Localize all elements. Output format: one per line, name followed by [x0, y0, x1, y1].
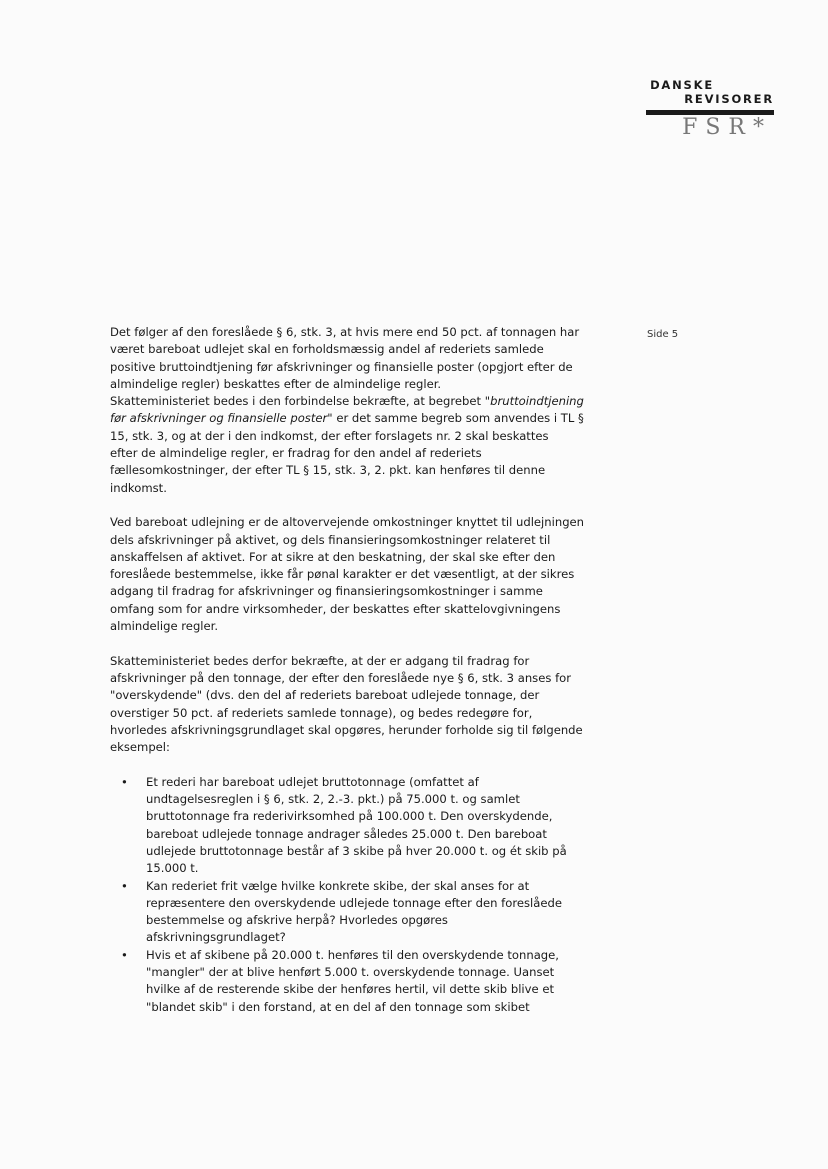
text-line: eksempel: [110, 740, 170, 755]
text-line: bareboat udlejede tonnage andrager således 25.000 t. Den bareboat [146, 826, 547, 841]
text-line: adgang til fradrag for afskrivninger og finansieringsomkostninger i samme [110, 584, 543, 599]
bullet-icon: • [121, 947, 128, 962]
text-line: afskrivninger på den tonnage, der efter den foreslåede nye § 6, stk. 3 anses for [110, 670, 572, 685]
logo-line-danske: DANSKE [650, 78, 714, 92]
text-line: dels afskrivninger på aktivet, og dels finansieringsomkostninger relateret til [110, 532, 551, 547]
bullet-icon: • [121, 774, 128, 789]
list-item [110, 774, 610, 878]
text-line: omfang som for andre virksomheder, der beskattes efter skattelovgivningens [110, 601, 561, 616]
text-line: repræsentere den overskydende udlejede tonnage efter den foreslåede [146, 895, 562, 910]
text-segment: er det samme begreb som anvendes i TL § [332, 411, 584, 426]
text-line [110, 410, 610, 427]
paragraph-1 [110, 324, 610, 393]
text-line: almindelige regler) beskattes efter de almindelige regler. [110, 376, 442, 391]
text-line: udlejede bruttotonnage består af 3 skibe på hver 20.000 t. og ét skib på [146, 843, 567, 858]
emphasis-text: "bruttoindtjening [484, 394, 584, 409]
logo-line-revisorer: REVISORER [684, 92, 774, 106]
emphasis-text: før afskrivninger og finansielle poster" [110, 411, 333, 426]
text-line: efter de almindelige regler, er fradrag for den andel af rederiets [110, 446, 482, 461]
bullet-list [110, 774, 610, 1016]
text-line: Et rederi har bareboat udlejet bruttotonnage (omfattet af [146, 774, 479, 789]
text-segment: Skatteministeriet bedes i den forbindelse bekræfte, at begrebet [110, 394, 485, 409]
text-line: været bareboat udlejet skal en forholdsmæssig andel af rederiets samlede [110, 342, 544, 357]
text-line: hvorledes afskrivningsgrundlaget skal opgøres, herunder forholde sig til følgende [110, 722, 583, 737]
text-line: Skatteministeriet bedes derfor bekræfte, at der er adgang til fradrag for [110, 653, 530, 668]
text-line: anskaffelsen af aktivet. For at sikre at den beskatning, der skal ske efter den [110, 549, 556, 564]
text-line: bestemmelse og afskrive herpå? Hvorledes opgøres [146, 913, 448, 928]
list-item [110, 878, 610, 947]
text-line: fællesomkostninger, der efter TL § 15, stk. 3, 2. pkt. kan henføres til denne [110, 463, 546, 478]
text-line: Det følger af den foreslåede § 6, stk. 3, at hvis mere end 50 pct. af tonnagen har [110, 325, 580, 339]
text-line: Kan rederiet frit vælge hvilke konkrete skibe, der skal anses for at [146, 878, 530, 893]
text-line: bruttotonnage fra rederivirksomhed på 100.000 t. Den overskydende, [146, 809, 553, 824]
text-line: Hvis et af skibene på 20.000 t. henføres til den overskydende tonnage, [146, 947, 559, 962]
text-line: undtagelsesreglen i § 6, stk. 2, 2.-3. pkt.) på 75.000 t. og samlet [146, 792, 520, 807]
fsr-logo [644, 78, 774, 139]
text-line: indkomst. [110, 480, 167, 495]
page-number: Side 5 [647, 329, 679, 340]
paragraph-3 [110, 514, 610, 635]
text-line: almindelige regler. [110, 619, 219, 634]
text-line: 15.000 t. [146, 861, 199, 876]
bullet-icon: • [121, 878, 128, 893]
text-line: foreslåede bestemmelse, ikke får pønal karakter er det væsentligt, at der sikres [110, 567, 575, 582]
text-line [110, 393, 610, 410]
list-item [110, 947, 610, 1016]
text-line: afskrivningsgrundlaget? [146, 930, 286, 945]
text-line: "blandet skib" i den forstand, at en del af den tonnage som skibet [146, 999, 530, 1014]
paragraph-2 [110, 393, 610, 497]
text-line: hvilke af de resterende skibe der henføres hertil, vil dette skib blive et [146, 982, 554, 997]
text-line: "mangler" der at blive henført 5.000 t. overskydende tonnage. Uanset [146, 964, 555, 979]
text-line: Ved bareboat udlejning er de altovervejende omkostninger knyttet til udlejningen [110, 515, 585, 530]
text-line: 15, stk. 3, og at der i den indkomst, der efter forslagets nr. 2 skal beskattes [110, 428, 549, 443]
document-body [110, 324, 610, 1016]
logo-fsr-mark: FSR* [682, 115, 772, 140]
paragraph-4 [110, 653, 610, 757]
text-line: "overskydende" (dvs. den del af rederiets bareboat udlejede tonnage, der [110, 688, 540, 703]
text-line: overstiger 50 pct. af rederiets samlede tonnage), og bedes redegøre for, [110, 705, 533, 720]
text-line: positive bruttoindtjening før afskrivninger og finansielle poster (opgjort efter de [110, 359, 573, 374]
